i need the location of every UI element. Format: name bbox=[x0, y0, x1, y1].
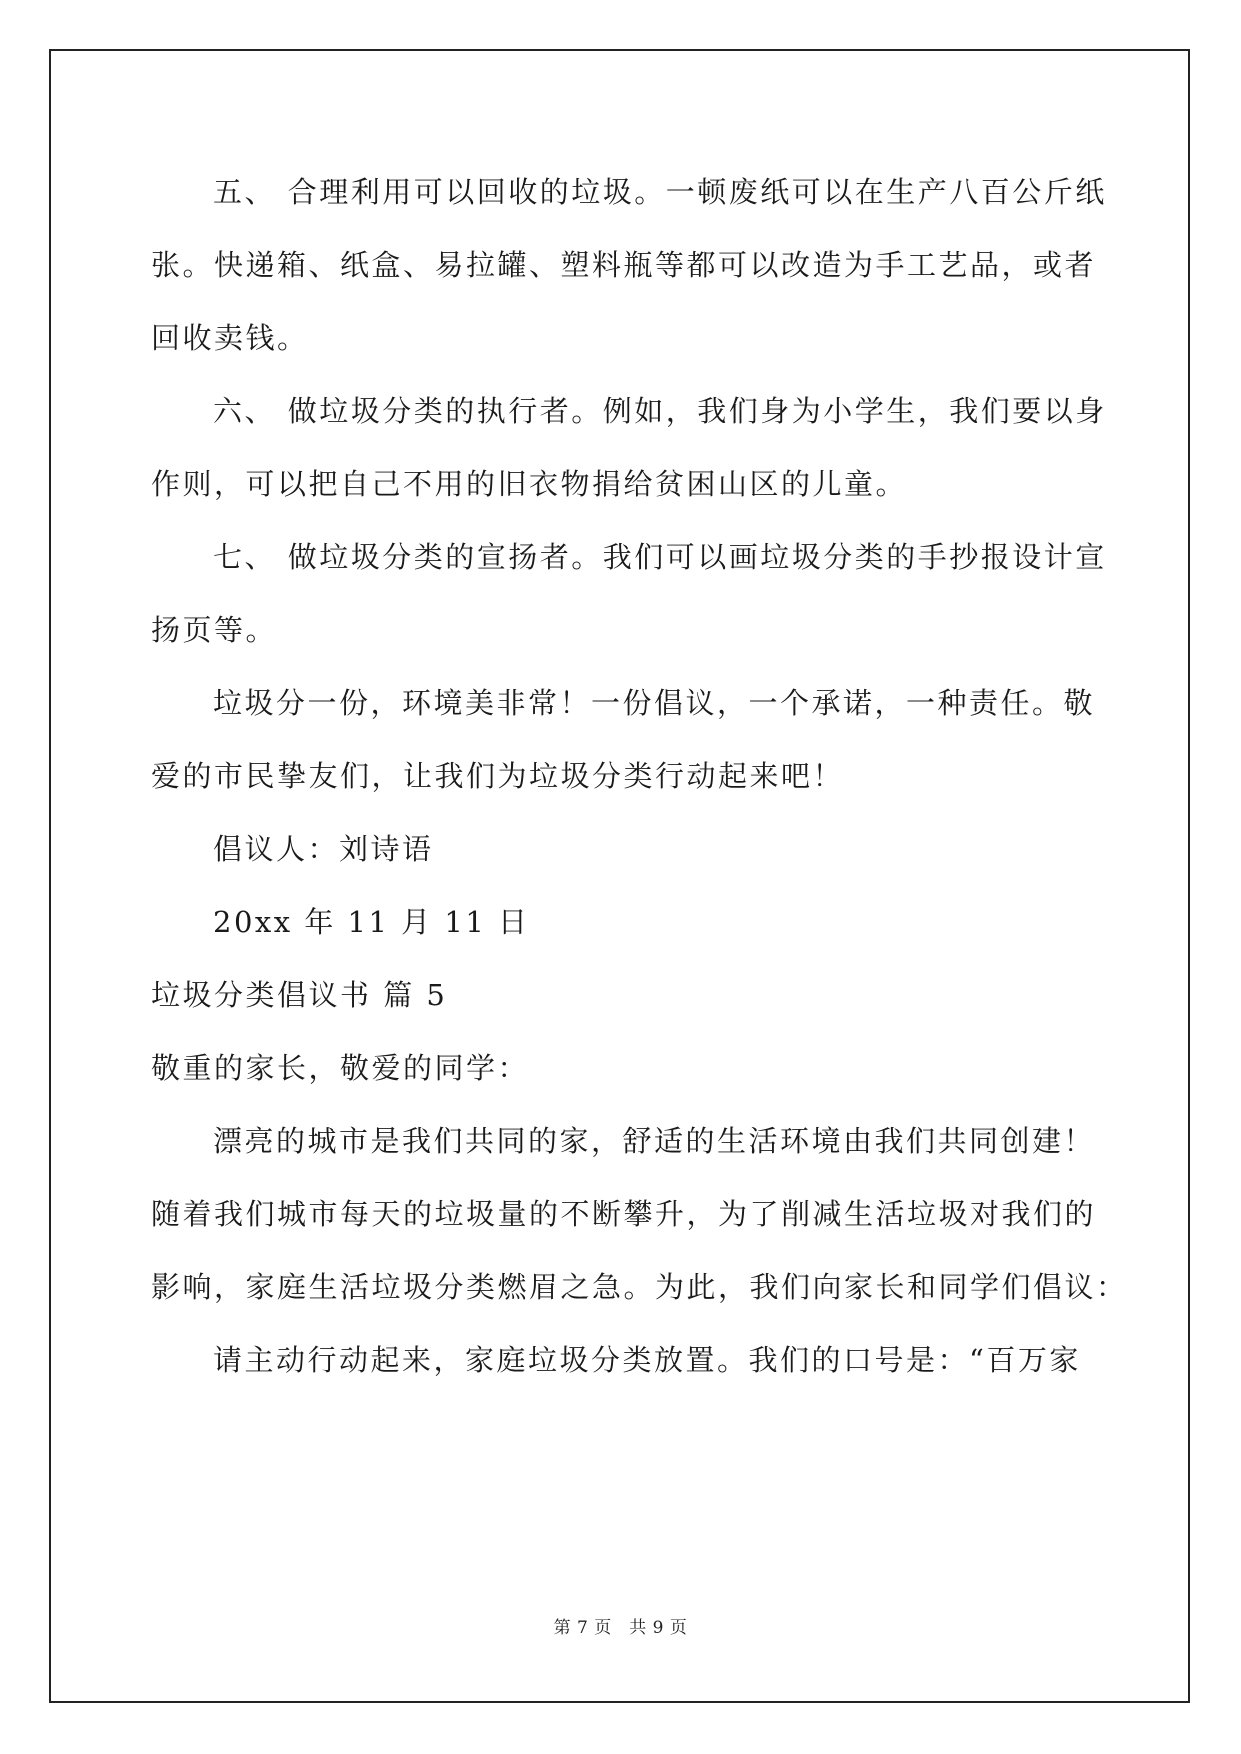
section-title: 垃圾分类倡议书 篇 5 bbox=[151, 978, 448, 1012]
paragraph-line: 漂亮的城市是我们共同的家，舒适的生活环境由我们共同创建！ bbox=[213, 1124, 1096, 1158]
date-line: 20xx 年 11 月 11 日 bbox=[213, 905, 530, 939]
page-number-footer: 第 7 页 共 9 页 bbox=[553, 1618, 688, 1638]
paragraph-line: 五、 合理利用可以回收的垃圾。一顿废纸可以在生产八百公斤纸 bbox=[213, 175, 1107, 209]
paragraph-line: 作则，可以把自己不用的旧衣物捐给贫困山区的儿童。 bbox=[151, 467, 908, 501]
paragraph-line: 六、 做垃圾分类的执行者。例如，我们身为小学生，我们要以身 bbox=[213, 394, 1107, 428]
paragraph-line: 扬页等。 bbox=[151, 613, 278, 647]
paragraph-line: 爱的市民挚友们，让我们为垃圾分类行动起来吧！ bbox=[151, 759, 845, 793]
salutation: 敬重的家长，敬爱的同学： bbox=[151, 1051, 530, 1085]
paragraph-line: 回收卖钱。 bbox=[151, 321, 309, 355]
signature-line: 倡议人：刘诗语 bbox=[213, 832, 434, 866]
page-border bbox=[49, 49, 1190, 1703]
paragraph-line: 七、 做垃圾分类的宣扬者。我们可以画垃圾分类的手抄报设计宣 bbox=[213, 540, 1107, 574]
paragraph-line: 请主动行动起来，家庭垃圾分类放置。我们的口号是：“百万家 bbox=[213, 1343, 1081, 1377]
paragraph-line: 张。快递箱、纸盒、易拉罐、塑料瓶等都可以改造为手工艺品，或者 bbox=[151, 248, 1097, 282]
paragraph-line: 随着我们城市每天的垃圾量的不断攀升，为了削减生活垃圾对我们的 bbox=[151, 1197, 1097, 1231]
paragraph-line: 影响，家庭生活垃圾分类燃眉之急。为此，我们向家长和同学们倡议： bbox=[151, 1270, 1128, 1304]
paragraph-line: 垃圾分一份，环境美非常！一份倡议，一个承诺，一种责任。敬 bbox=[213, 686, 1096, 720]
